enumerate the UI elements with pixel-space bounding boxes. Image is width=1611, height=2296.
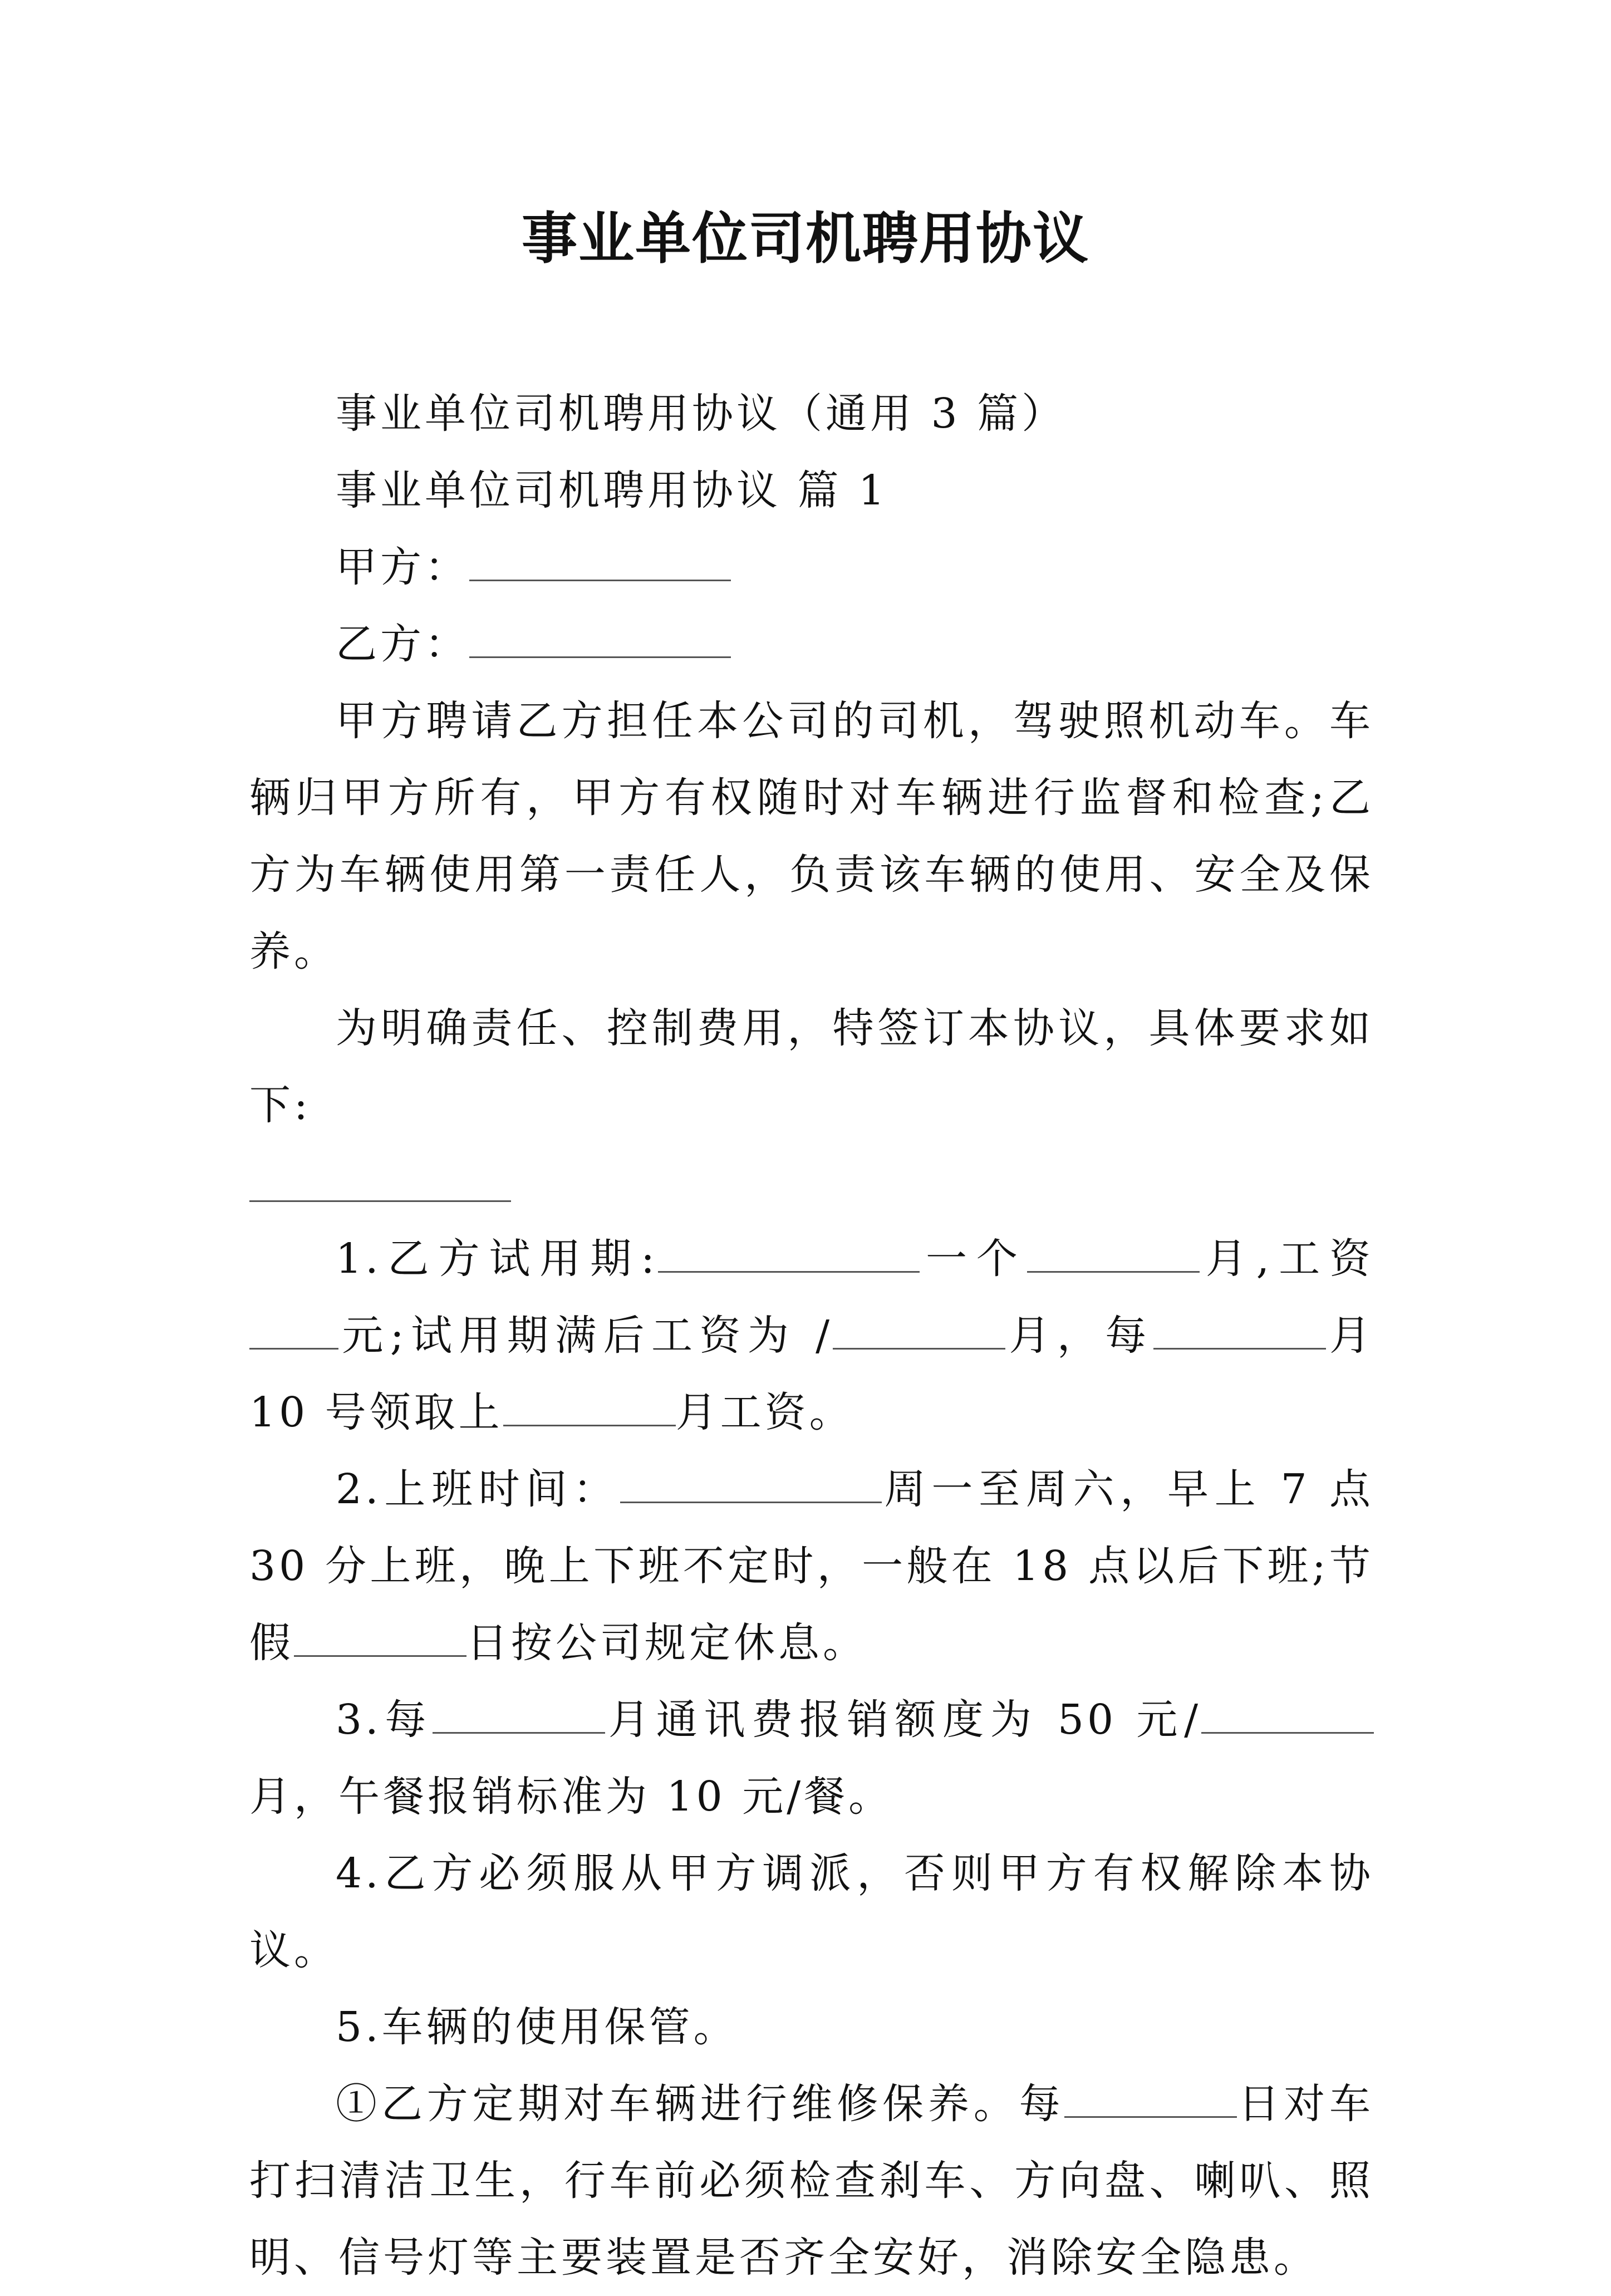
party-a-blank [469,541,731,581]
clause-3-blank-b [1201,1693,1374,1734]
clause-2-text-c: 日按公司规定休息。 [466,1619,867,1667]
clause-3-text-b: 月通讯费报销额度为 50 元/ [605,1696,1201,1744]
intro-paragraph-2: 为明确责任、控制费用，特签订本协议，具体要求如下: [249,1004,1374,1129]
separator-blank [249,1161,511,1202]
clause-3-text-c: 月，午餐报销标准为 10 元/餐。 [249,1773,893,1821]
clause-2-text-b: 周一至周六，早上 7 点 30 分上班，晚上下班不定时，一般在 18 点以后下班;节假 [249,1465,1374,1667]
clause-5-1-text-a: ①乙方定期对车辆进行维修保养。每 [336,2080,1065,2128]
intro-paragraph-1: 甲方聘请乙方担任本公司的司机，驾驶照机动车。车辆归甲方所有，甲方有权随时对车辆进行监督和检查;乙方为车辆使用第一责任人，负责该车辆的使用、安全及保养。 [249,697,1374,975]
clause-1-blank-f [503,1386,676,1426]
document-title: 事业单位司机聘用协议 [522,205,1089,271]
clause-1-text-e: 月，每 [1005,1312,1153,1360]
clause-1-text-b: 一个 [920,1235,1027,1283]
clause-1-text-g: 月工资。 [675,1389,854,1436]
clause-5-1 [249,2066,1374,2296]
party-a-label: 甲方： [336,543,469,591]
party-b-blank [469,617,731,658]
clause-1-blank-e [1153,1309,1326,1350]
clause-1-text-d: 元;试用期满后工资为 / [338,1312,833,1360]
clause-3-blank-a [433,1693,605,1734]
clause-5-1-blank [1064,2077,1237,2118]
clause-2-blank-b [294,1616,466,1657]
clause-1-blank-d [833,1309,1005,1350]
clause-1-blank-c [249,1309,338,1350]
document-body [249,375,1374,2296]
clause-2-blank-a [620,1463,882,1503]
clause-1-text-f: 月 10 号领取上 [249,1312,1374,1436]
party-a-line [249,529,1374,606]
section-heading: 事业单位司机聘用协议 篇 1 [336,467,888,514]
clause-1 [249,1220,1374,1451]
clause-3-text-a: 3.每 [336,1696,433,1744]
clause-1-blank-a [658,1232,920,1273]
clause-1-blank-b [1027,1232,1200,1273]
clause-2-text-a: 2.上班时间： [336,1465,620,1513]
clause-1-text-a: 1.乙方试用期: [336,1235,659,1283]
document-subtitle: 事业单位司机聘用协议（通用 3 篇） [336,390,1067,438]
party-b-line [249,606,1374,683]
clause-5-1-text-b: 日对车打扫清洁卫生，行车前必须检查刹车、方向盘、喇叭、照明、信号灯等主要装置是否齐全安好，消除安全隐患。 [249,2080,1374,2282]
clause-1-text-c: 月,工资 [1199,1235,1374,1283]
clause-4: 4.乙方必须服从甲方调派，否则甲方有权解除本协议。 [249,1849,1374,1974]
clause-5: 5.车辆的使用保管。 [336,2003,738,2051]
clause-3 [249,1681,1374,1835]
separator-blank-line [249,1144,1374,1220]
clause-2 [249,1451,1374,1681]
party-b-label: 乙方： [336,620,469,668]
